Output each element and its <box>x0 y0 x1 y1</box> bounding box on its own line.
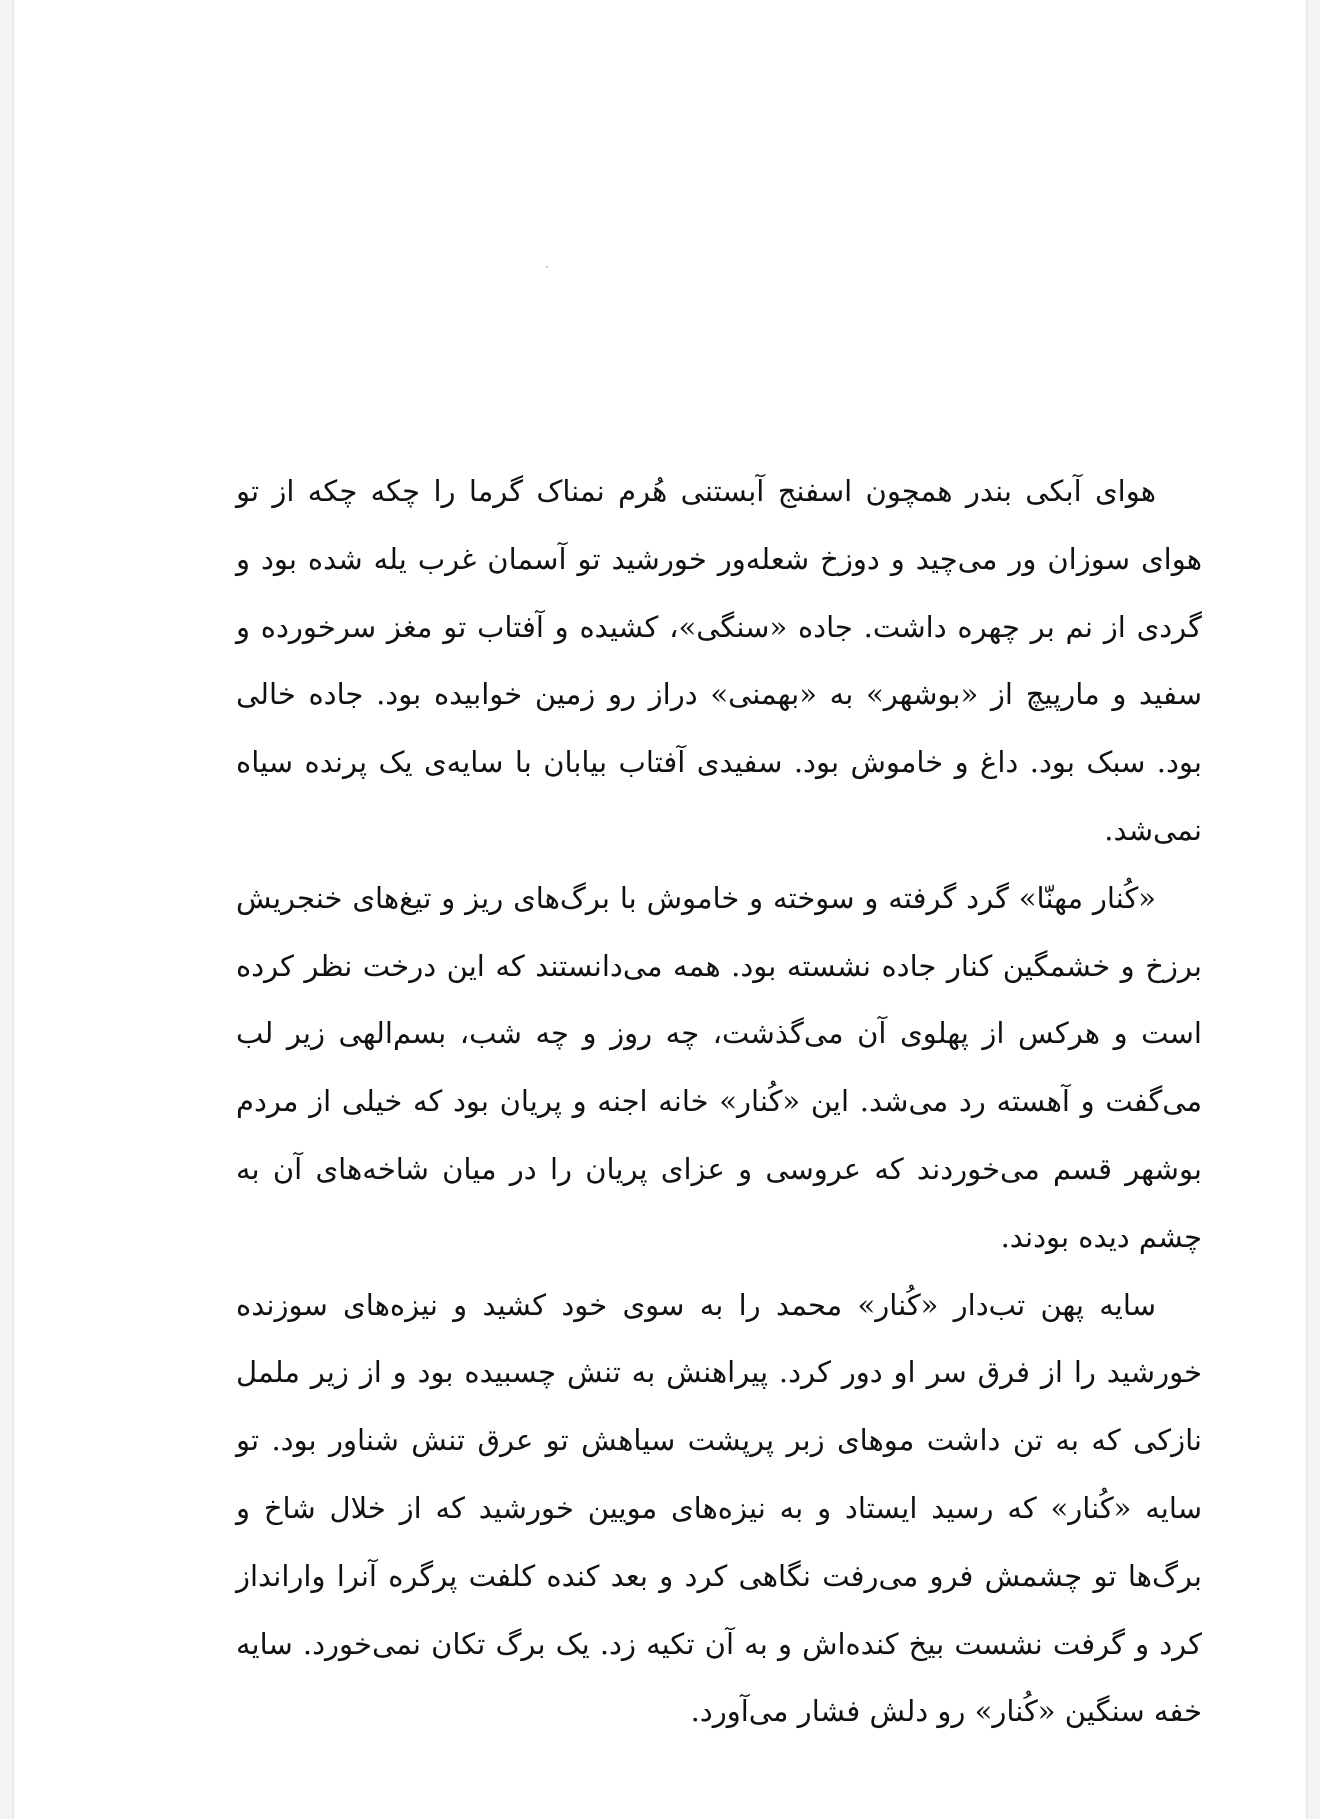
body-text <box>236 458 1202 1746</box>
paragraph-2: «کُنار مهنّا» گرد گرفته و سوخته و خاموش با برگ‌های ریز و تیغ‌های خنجریش برزخ و خشمگین کنار جاده نشسته بود. همه می‌دانستند که این درخت نظر کرده است و هرکس از پهلوی آن می‌گذشت، چه روز و چه شب، بسم‌الهی زیر لب می‌گفت و آهسته رد می‌شد. این «کُنار» خانه اجنه و پریان بود که خیلی از مردم بوشهر قسم می‌خوردند که عروسی و عزای پریان را در میان شاخه‌های آن به چشم دیده بودند. <box>236 880 1202 1254</box>
paragraph-3: سایه پهن تب‌دار «کُنار» محمد را به سوی خود کشید و نیزه‌های سوزنده خورشید را از فرق سر او دور کرد. پیراهنش به تنش چسبیده بود و از زیر ململ نازکی که به تن داشت موهای زبر پرپشت سیاهش تو عرق تنش شناور بود. تو سایه «کُنار» که رسید ایستاد و به نیزه‌های مویین خورشید که از خلال شاخ و برگ‌ها تو چشمش فرو می‌رفت نگاهی کرد و بعد کنده کلفت پرگره آنرا وارانداز کرد و گرفت نشست بیخ کنده‌اش و به آن تکیه زد. یک برگ تکان نمی‌خورد. سایه خفه سنگین «کُنار» رو دلش فشار می‌آورد. <box>236 1287 1203 1729</box>
page-speck <box>546 266 548 268</box>
document-page <box>14 0 1306 1819</box>
paragraph-1: هوای آبکی بندر همچون اسفنج آبستنی هُرم نمناک گرما را چکه چکه از تو هوای سوزان ور می‌چید و دوزخ شعله‌ور خورشید تو آسمان غرب یله شده بود و گردی از نم بر چهره داشت. جاده «سنگی»، کشیده و آفتاب تو مغز سرخورده و سفید و مارپیچ از «بوشهر» به «بهمنی» دراز رو زمین خوابیده بود. جاده خالی بود. سبک بود. داغ و خاموش بود. سفیدی آفتاب بیابان با سایه‌ی یک پرنده سیاه نمی‌شد. <box>236 474 1202 847</box>
